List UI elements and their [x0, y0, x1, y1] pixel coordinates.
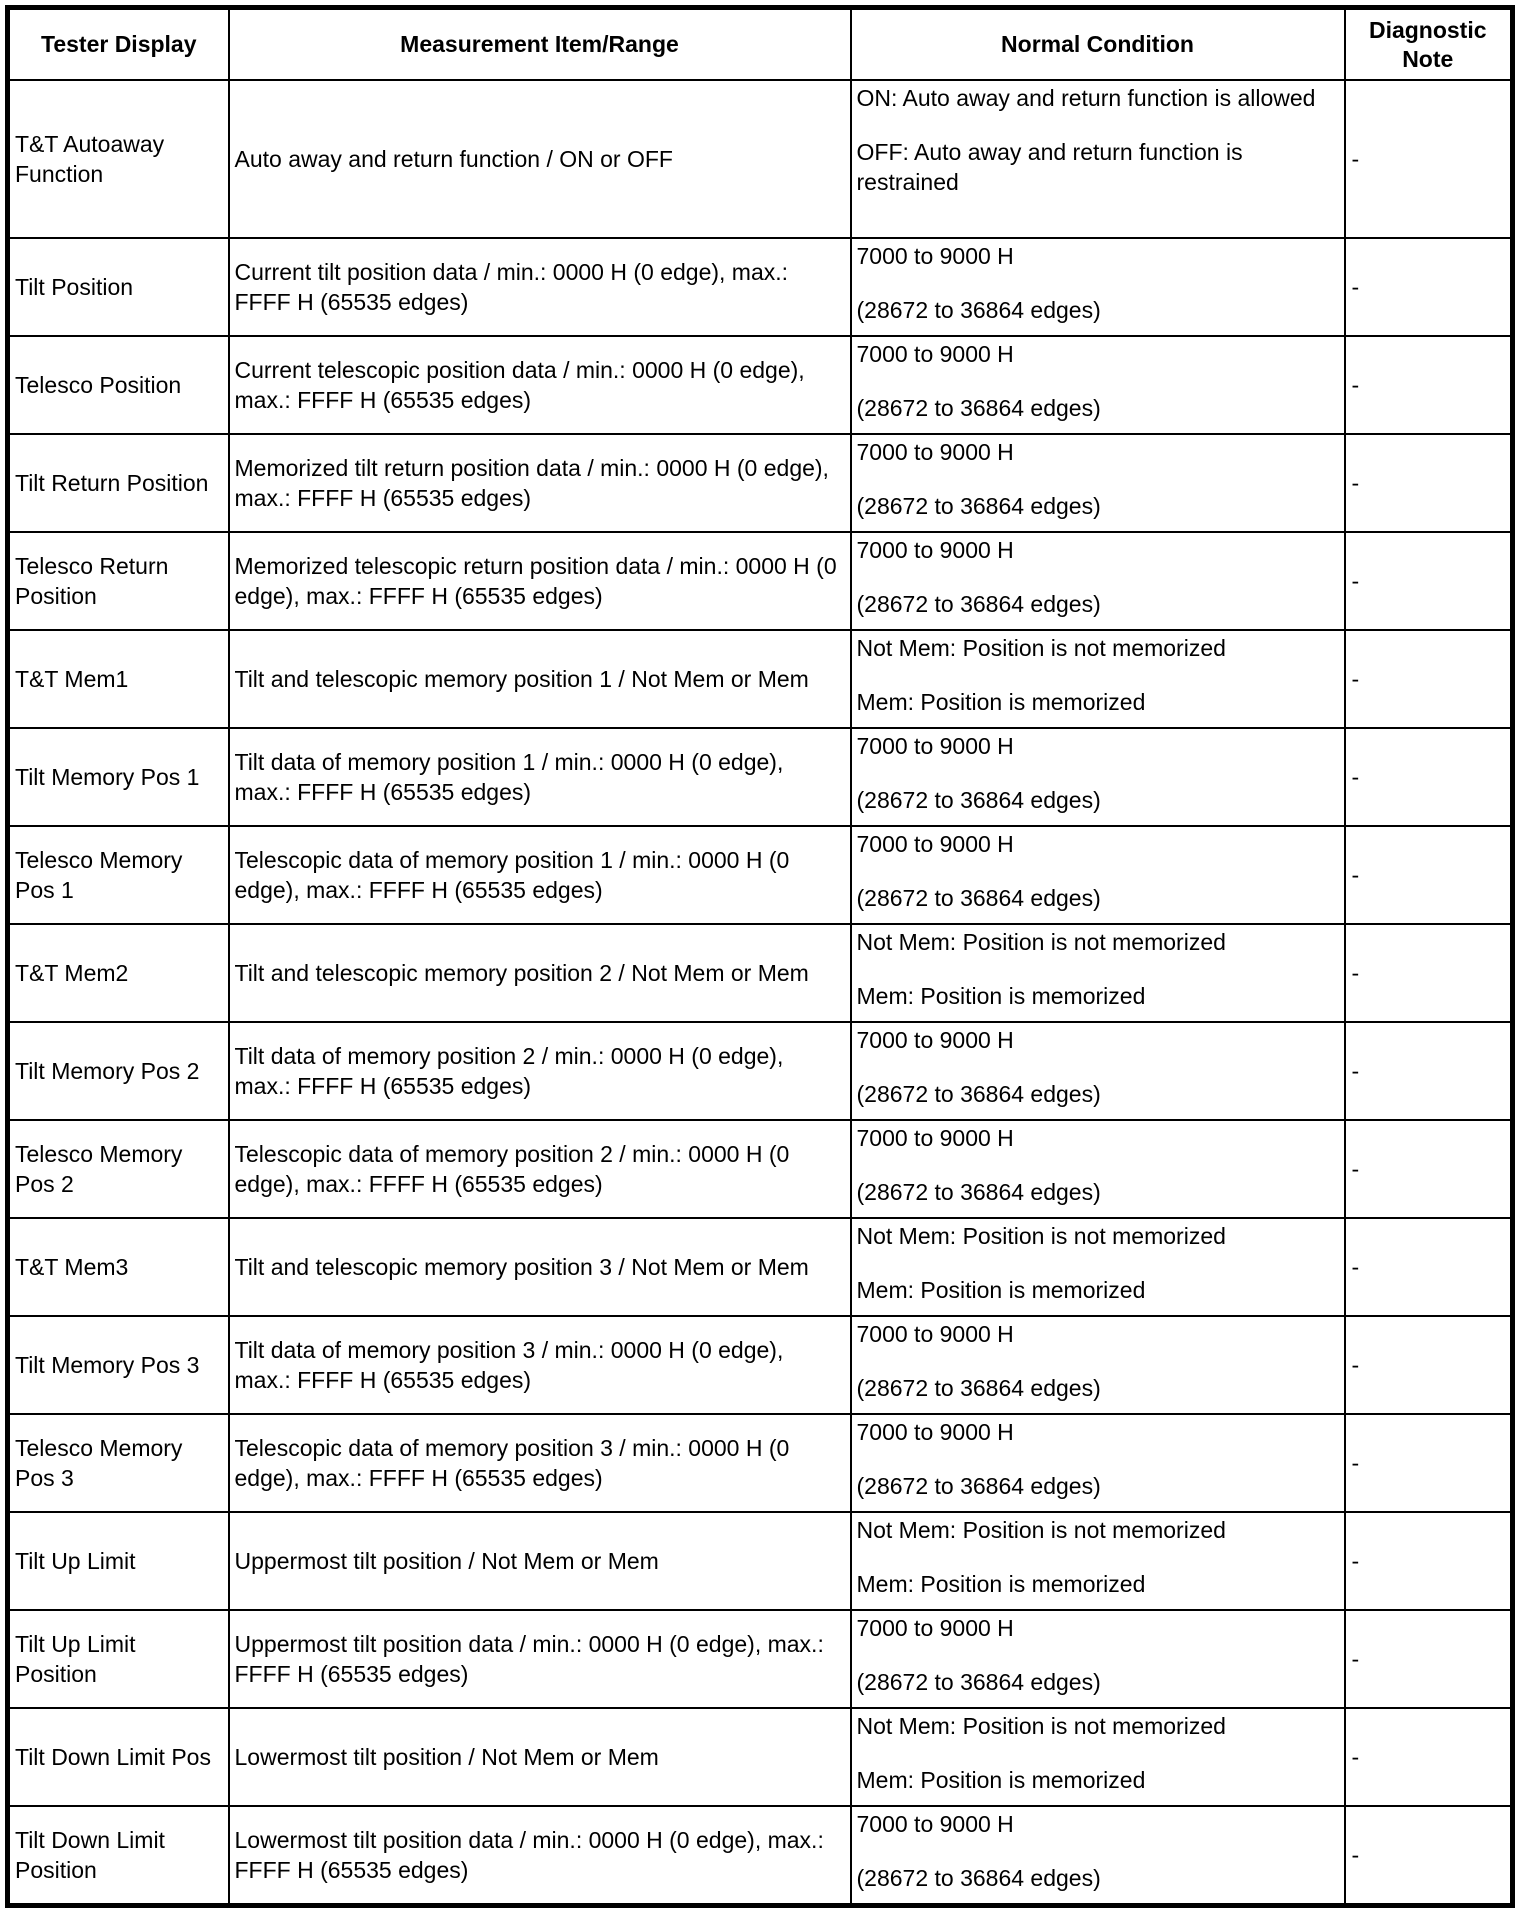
condition-line: 7000 to 9000 H: [856, 439, 1014, 465]
diagnostic-note-cell: -: [1345, 80, 1513, 238]
normal-condition-cell: [851, 630, 1345, 728]
table-row: [8, 532, 1513, 630]
normal-condition-cell: [851, 434, 1345, 532]
tester-display-cell: T&T Mem2: [8, 924, 229, 1022]
table-row: [8, 434, 1513, 532]
condition-line: (28672 to 36864 edges): [856, 1865, 1101, 1891]
condition-line: OFF: Auto away and return function is restrained: [856, 139, 1243, 195]
table-row: [8, 1316, 1513, 1414]
header-normal-condition: Normal Condition: [851, 8, 1345, 81]
diagnostic-note-cell: -: [1345, 1708, 1513, 1806]
table-row: [8, 826, 1513, 924]
condition-line: 7000 to 9000 H: [856, 1615, 1014, 1641]
tester-display-cell: Tilt Position: [8, 238, 229, 336]
normal-condition-cell: [851, 1414, 1345, 1512]
condition-line: 7000 to 9000 H: [856, 831, 1014, 857]
table-row: [8, 1218, 1513, 1316]
normal-condition-cell: [851, 728, 1345, 826]
condition-line: (28672 to 36864 edges): [856, 1473, 1101, 1499]
diagnostic-note-cell: -: [1345, 826, 1513, 924]
diagnostic-note-cell: -: [1345, 630, 1513, 728]
table-row: [8, 1120, 1513, 1218]
condition-line: Not Mem: Position is not memorized: [856, 1713, 1226, 1739]
header-diagnostic-note: Diagnostic Note: [1345, 8, 1513, 81]
condition-line: 7000 to 9000 H: [856, 537, 1014, 563]
tester-display-cell: Telesco Memory Pos 3: [8, 1414, 229, 1512]
condition-line: (28672 to 36864 edges): [856, 591, 1101, 617]
condition-line: Mem: Position is memorized: [856, 689, 1146, 715]
condition-line: (28672 to 36864 edges): [856, 1669, 1101, 1695]
header-measurement-item: Measurement Item/Range: [229, 8, 851, 81]
diagnostic-note-cell: -: [1345, 434, 1513, 532]
condition-line: (28672 to 36864 edges): [856, 395, 1101, 421]
tester-display-cell: T&T Mem3: [8, 1218, 229, 1316]
tester-display-cell: Tilt Down Limit Pos: [8, 1708, 229, 1806]
condition-line: Not Mem: Position is not memorized: [856, 929, 1226, 955]
tester-display-cell: Tilt Return Position: [8, 434, 229, 532]
measurement-item-cell: Uppermost tilt position data / min.: 0000 H (0 edge), max.: FFFF H (65535 edges): [229, 1610, 851, 1708]
normal-condition-cell: [851, 1120, 1345, 1218]
diagnostic-note-cell: -: [1345, 924, 1513, 1022]
tester-display-cell: Telesco Position: [8, 336, 229, 434]
normal-condition-cell: [851, 1512, 1345, 1610]
measurement-item-cell: Tilt and telescopic memory position 1 / Not Mem or Mem: [229, 630, 851, 728]
measurement-item-cell: Tilt and telescopic memory position 3 / Not Mem or Mem: [229, 1218, 851, 1316]
table-row: [8, 1512, 1513, 1610]
normal-condition-cell: [851, 336, 1345, 434]
tester-display-cell: Tilt Up Limit Position: [8, 1610, 229, 1708]
condition-line: Mem: Position is memorized: [856, 983, 1146, 1009]
measurement-item-cell: Tilt data of memory position 1 / min.: 0000 H (0 edge), max.: FFFF H (65535 edges): [229, 728, 851, 826]
diagnostic-note-cell: -: [1345, 1316, 1513, 1414]
normal-condition-cell: [851, 1806, 1345, 1906]
tester-display-cell: T&T Mem1: [8, 630, 229, 728]
measurement-item-cell: Lowermost tilt position / Not Mem or Mem: [229, 1708, 851, 1806]
table-row: [8, 80, 1513, 238]
condition-line: 7000 to 9000 H: [856, 1811, 1014, 1837]
diagnostic-note-cell: -: [1345, 1806, 1513, 1906]
measurement-item-cell: Lowermost tilt position data / min.: 0000 H (0 edge), max.: FFFF H (65535 edges): [229, 1806, 851, 1906]
measurement-item-cell: Memorized telescopic return position data / min.: 0000 H (0 edge), max.: FFFF H (65535 edges): [229, 532, 851, 630]
measurement-item-cell: Tilt and telescopic memory position 2 / Not Mem or Mem: [229, 924, 851, 1022]
table-row: [8, 728, 1513, 826]
measurement-item-cell: Tilt data of memory position 3 / min.: 0000 H (0 edge), max.: FFFF H (65535 edges): [229, 1316, 851, 1414]
normal-condition-cell: [851, 532, 1345, 630]
table-row: [8, 336, 1513, 434]
condition-line: Not Mem: Position is not memorized: [856, 635, 1226, 661]
normal-condition-cell: [851, 1218, 1345, 1316]
tester-display-cell: Tilt Down Limit Position: [8, 1806, 229, 1906]
normal-condition-cell: [851, 826, 1345, 924]
normal-condition-cell: [851, 1708, 1345, 1806]
tester-display-cell: Telesco Memory Pos 1: [8, 826, 229, 924]
tester-display-cell: Telesco Memory Pos 2: [8, 1120, 229, 1218]
normal-condition-cell: [851, 1022, 1345, 1120]
condition-line: (28672 to 36864 edges): [856, 885, 1101, 911]
diagnostic-note-cell: -: [1345, 728, 1513, 826]
tester-display-cell: T&T Autoaway Function: [8, 80, 229, 238]
tester-display-cell: Telesco Return Position: [8, 532, 229, 630]
measurement-item-cell: Uppermost tilt position / Not Mem or Mem: [229, 1512, 851, 1610]
table-row: [8, 924, 1513, 1022]
condition-line: Mem: Position is memorized: [856, 1571, 1146, 1597]
table-row: [8, 1708, 1513, 1806]
table-row: [8, 1610, 1513, 1708]
measurement-item-cell: Current telescopic position data / min.: 0000 H (0 edge), max.: FFFF H (65535 edges): [229, 336, 851, 434]
condition-line: 7000 to 9000 H: [856, 243, 1014, 269]
measurement-item-cell: Tilt data of memory position 2 / min.: 0000 H (0 edge), max.: FFFF H (65535 edges): [229, 1022, 851, 1120]
condition-line: (28672 to 36864 edges): [856, 493, 1101, 519]
diagnostic-note-cell: -: [1345, 1414, 1513, 1512]
condition-line: Not Mem: Position is not memorized: [856, 1223, 1226, 1249]
condition-line: ON: Auto away and return function is allowed: [856, 85, 1316, 111]
table-row: [8, 238, 1513, 336]
diagnostic-note-cell: -: [1345, 532, 1513, 630]
condition-line: Mem: Position is memorized: [856, 1767, 1146, 1793]
condition-line: 7000 to 9000 H: [856, 1419, 1014, 1445]
diagnostic-note-cell: -: [1345, 336, 1513, 434]
tester-display-cell: Tilt Memory Pos 2: [8, 1022, 229, 1120]
condition-line: 7000 to 9000 H: [856, 1027, 1014, 1053]
normal-condition-cell: [851, 1316, 1345, 1414]
condition-line: (28672 to 36864 edges): [856, 1081, 1101, 1107]
normal-condition-cell: [851, 1610, 1345, 1708]
table-row: [8, 1022, 1513, 1120]
condition-line: 7000 to 9000 H: [856, 341, 1014, 367]
condition-line: 7000 to 9000 H: [856, 733, 1014, 759]
tester-display-cell: Tilt Memory Pos 3: [8, 1316, 229, 1414]
measurement-item-cell: Telescopic data of memory position 2 / min.: 0000 H (0 edge), max.: FFFF H (65535 edges): [229, 1120, 851, 1218]
diagnostic-note-cell: -: [1345, 1120, 1513, 1218]
table-row: [8, 1806, 1513, 1906]
condition-line: 7000 to 9000 H: [856, 1321, 1014, 1347]
condition-line: 7000 to 9000 H: [856, 1125, 1014, 1151]
measurement-item-cell: Current tilt position data / min.: 0000 H (0 edge), max.: FFFF H (65535 edges): [229, 238, 851, 336]
diagnostic-note-cell: -: [1345, 1610, 1513, 1708]
condition-line: Not Mem: Position is not memorized: [856, 1517, 1226, 1543]
diagnostic-note-cell: -: [1345, 1512, 1513, 1610]
condition-line: Mem: Position is memorized: [856, 1277, 1146, 1303]
measurement-item-cell: Telescopic data of memory position 1 / min.: 0000 H (0 edge), max.: FFFF H (65535 edges): [229, 826, 851, 924]
header-tester-display: Tester Display: [8, 8, 229, 81]
condition-line: (28672 to 36864 edges): [856, 1375, 1101, 1401]
normal-condition-cell: [851, 80, 1345, 238]
measurement-item-cell: Auto away and return function / ON or OFF: [229, 80, 851, 238]
condition-line: (28672 to 36864 edges): [856, 297, 1101, 323]
measurement-item-cell: Memorized tilt return position data / min.: 0000 H (0 edge), max.: FFFF H (65535 edges): [229, 434, 851, 532]
measurement-item-cell: Telescopic data of memory position 3 / min.: 0000 H (0 edge), max.: FFFF H (65535 edges): [229, 1414, 851, 1512]
tester-display-cell: Tilt Up Limit: [8, 1512, 229, 1610]
header-row: [8, 8, 1513, 81]
diagnostic-note-cell: -: [1345, 238, 1513, 336]
table-row: [8, 630, 1513, 728]
normal-condition-cell: [851, 238, 1345, 336]
table-row: [8, 1414, 1513, 1512]
condition-line: (28672 to 36864 edges): [856, 787, 1101, 813]
condition-line: (28672 to 36864 edges): [856, 1179, 1101, 1205]
diagnostic-note-cell: -: [1345, 1022, 1513, 1120]
data-monitor-table: [5, 5, 1515, 1908]
diagnostic-note-cell: -: [1345, 1218, 1513, 1316]
normal-condition-cell: [851, 924, 1345, 1022]
tester-display-cell: Tilt Memory Pos 1: [8, 728, 229, 826]
